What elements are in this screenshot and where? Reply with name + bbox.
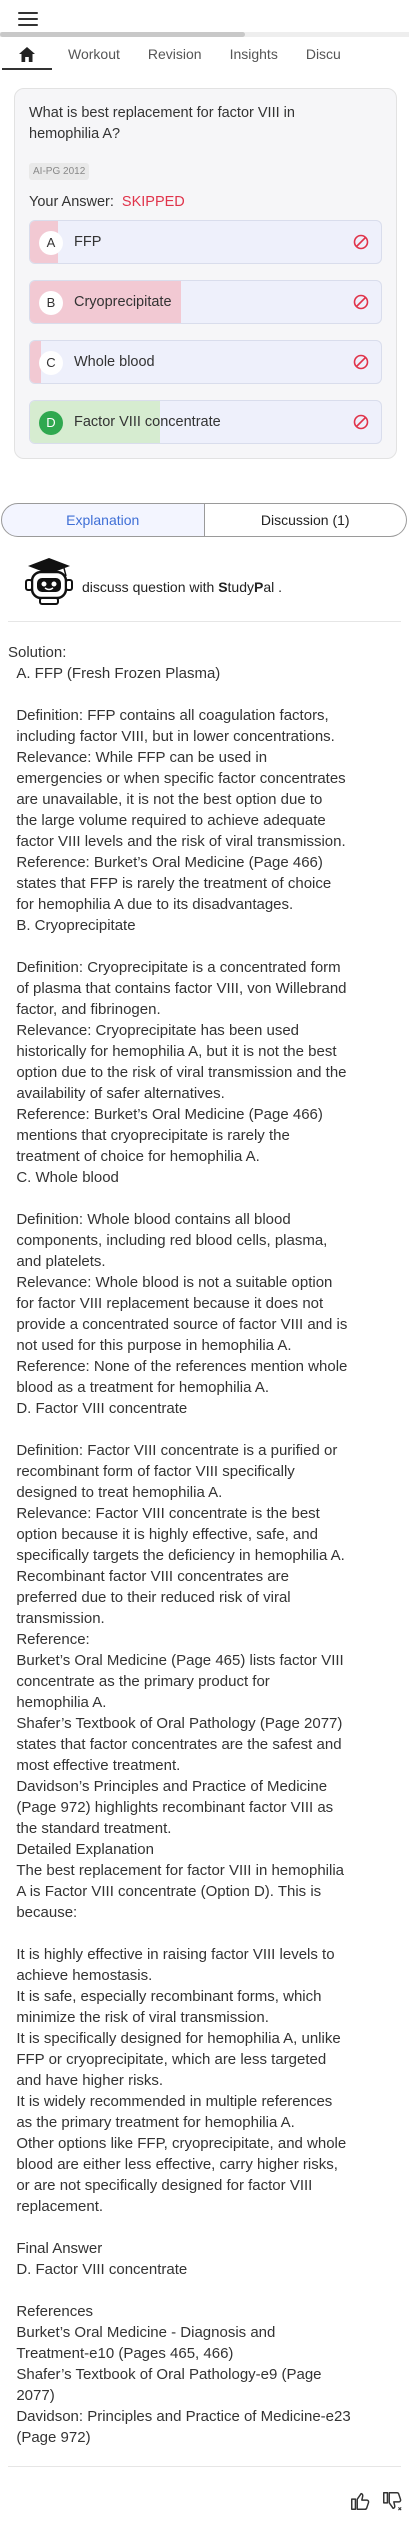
tabs-scrollbar[interactable] bbox=[0, 32, 409, 37]
option-a[interactable] bbox=[29, 220, 382, 264]
answer-status-skipped: SKIPPED bbox=[121, 194, 185, 210]
option-letter: C bbox=[39, 351, 63, 375]
tabs-scrollbar-thumb[interactable] bbox=[0, 32, 245, 37]
explanation-tab[interactable]: Explanation bbox=[1, 503, 205, 537]
tab-revision[interactable]: Revision bbox=[147, 46, 202, 62]
studypal-prompt[interactable] bbox=[20, 556, 282, 606]
discussion-tab[interactable]: Discussion (1) bbox=[205, 503, 408, 537]
not-selected-icon bbox=[353, 234, 369, 250]
feedback-buttons bbox=[349, 2490, 403, 2512]
divider bbox=[8, 2466, 401, 2467]
your-answer-label: Your Answer: bbox=[29, 194, 114, 210]
tab-workout[interactable]: Workout bbox=[68, 46, 120, 62]
hamburger-menu-icon[interactable] bbox=[18, 12, 38, 26]
your-answer-row bbox=[29, 194, 382, 210]
option-label: Factor VIII concentrate bbox=[74, 414, 221, 430]
not-selected-icon bbox=[353, 354, 369, 370]
studypal-text: discuss question with StudyPal . bbox=[82, 579, 283, 595]
options-list bbox=[29, 220, 382, 444]
option-label: Cryoprecipitate bbox=[74, 294, 172, 310]
option-label: Whole blood bbox=[74, 354, 155, 370]
solution-text: Solution: A. FFP (Fresh Frozen Plasma) Definition: FFP contains all coagulation factors, including factor VIII, but in lower concentrations. Relevance: While FFP can be used in emergencies or when specific factor concentrates are unavailable, it is not the best option due to the large volume required to achieve adequate factor VIII levels and the risk of viral transmission. Reference: Burket’s Oral Medicine (Page 466) states that FFP is rarely the treatment of choice for hemophilia A due to its disadvantages. B. Cryoprecipitate Definition: Cryoprecipitate is a concentrated form of plasma that contains factor VIII, von Willebrand factor, and fibrinogen. Relevance: Cryoprecipitate has been used historically for hemophilia A, but it is not the best option due to the risk of viral transmission and the availability of safer alternatives. Reference: Burket’s Oral Medicine (Page 466) mentions that cryoprecipitate is rarely the treatment of choice for hemophilia A. C. Whole blood Definition: Whole blood contains all blood components, including red blood cells, plasma, and platelets. Relevance: Whole blood is not a suitable option for factor VIII replacement because it does not provide a concentrated source of factor VIII and is not used for this purpose in hemophilia A. Reference: None of the references mention whole blood as a treatment for hemophilia A. D. Factor VIII concentrate Definition: Factor VIII concentrate is a purified or recombinant form of factor VIII specifically designed to treat hemophilia A. Relevance: Factor VIII concentrate is the best option because it is highly effective, safe, and specifically targets the deficiency in hemophilia A. Recombinant factor VIII concentrates are preferred due to their reduced risk of viral transmission. Reference: Burket’s Oral Medicine (Page 465) lists factor VIII concentrate as the primary product for hemophilia A. Shafer’s Textbook of Oral Pathology (Page 2077) states that factor concentrates are the safest and most effective treatment. Davidson’s Principles and Practice of Medicine (Page 972) highlights recombinant factor VIII as the standard treatment. Detailed Explanation The best replacement for factor VIII in hemophilia A is Factor VIII concentrate (Option D). This is because: It is highly effective in raising factor VIII levels to achieve hemostasis. It is safe, especially recombinant forms, which minimize the risk of viral transmission. It is specifically designed for hemophilia A, unlike FFP or cryoprecipitate, which are less targeted and have higher risks. It is widely recommended in multiple references as the primary treatment for hemophilia A. Other options like FFP, cryoprecipitate, and whole blood are either less effective, carry higher risks, or are not specifically designed for factor VIII replacement. Final Answer D. Factor VIII concentrate References Burket’s Oral Medicine - Diagnosis and Treatment-e10 (Pages 465, 466) Shafer’s Textbook of Oral Pathology-e9 (Page 2077) Davidson: Principles and Practice of Medicine-e23 (Page 972) bbox=[8, 644, 351, 2446]
option-b[interactable] bbox=[29, 280, 382, 324]
option-label: FFP bbox=[74, 234, 102, 250]
studypal-robot-icon bbox=[20, 556, 78, 606]
option-letter: D bbox=[39, 411, 63, 435]
option-d[interactable] bbox=[29, 400, 382, 444]
home-icon bbox=[19, 47, 35, 62]
question-text: What is best replacement for factor VIII in hemophilia A? bbox=[29, 105, 295, 142]
tab-insights[interactable]: Insights bbox=[229, 46, 278, 62]
divider bbox=[8, 621, 401, 622]
option-letter: A bbox=[39, 231, 63, 255]
tab-home[interactable] bbox=[0, 38, 54, 70]
explanation-discussion-toggle bbox=[1, 503, 407, 537]
question-card bbox=[14, 88, 397, 459]
option-letter: B bbox=[39, 291, 63, 315]
main-tabs bbox=[0, 38, 409, 70]
tab-discussion[interactable]: Discu bbox=[305, 46, 341, 62]
question-source-tag: AI-PG 2012 bbox=[29, 163, 89, 180]
not-selected-icon bbox=[353, 414, 369, 430]
thumbs-up-icon[interactable] bbox=[349, 2490, 371, 2512]
option-c[interactable] bbox=[29, 340, 382, 384]
not-selected-icon bbox=[353, 294, 369, 310]
thumbs-down-icon[interactable] bbox=[381, 2490, 403, 2512]
